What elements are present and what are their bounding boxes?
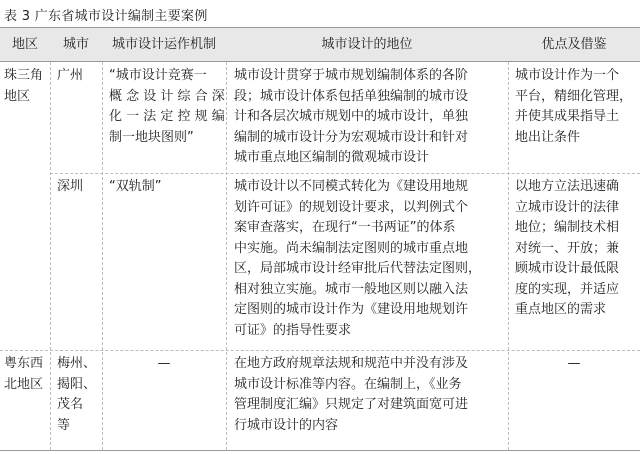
table-cell-city: 梅州、 揭阳、 茂名 等 [57, 356, 97, 433]
column-divider [226, 62, 227, 450]
table-cell-city: 深圳 [57, 179, 84, 194]
table-cell-merits: 以地方立法迅速确 立城市设计的法律 地位；编制技术相 对统一、开放；兼 顾城市设计最低限 度的实现，并适应 重点地区的需求 [515, 179, 620, 317]
table-cell-status: 城市设计以不同模式转化为《建设用地规 划许可证》的规划设计要求，以判例式个 案审查落实，在现行“一书两证”的体系 中实施。尚未编制法定图则的城市重点地 区，局部城市设计经审批后代替法定图则， 相对独立实施。城市一般地区则以融入法 定图则的城市设计作为《建设用地规划许 可证》的指导性要求 [234, 179, 482, 338]
header-merits: 优点及借鉴 [541, 37, 607, 52]
table-cell-region: 珠三角 地区 [4, 68, 44, 104]
table-caption: 表 3 广东省城市设计编制主要案例 [4, 9, 208, 24]
column-divider [50, 62, 51, 450]
column-divider [102, 62, 103, 450]
header-region: 地区 [11, 37, 38, 52]
table-cell-merits: — [567, 356, 581, 371]
table-cell-mechanism: “城市设计竞赛一 概 念 设 计 综 合 深 化 一 法 定 控 规 编 制一地块图则” [109, 68, 225, 145]
header-city: 城市 [62, 37, 89, 52]
header-mechanism: 城市设计运作机制 [111, 37, 216, 52]
table-cell-region: 粤东西 北地区 [4, 356, 44, 392]
table-cell-mechanism: — [157, 356, 171, 371]
table-cell-merits: 城市设计作为一个 平台，精细化管理， 并使其成果指导土 地出让条件 [515, 68, 633, 145]
table-cell-mechanism: “双轨制” [109, 179, 162, 194]
table-cell-status: 城市设计贯穿于城市规划编制体系的各阶 段；城市设计体系包括单独编制的城市设 计和各层次城市规划中的城市设计，单独 编制的城市设计分为宏观城市设计和针对 城市重点地区编制的微观城市设计 [234, 68, 469, 165]
row-divider [50, 173, 640, 174]
header-status: 城市设计的地位 [321, 37, 413, 52]
table-cell-status: 在地方政府规章法规和规范中并没有涉及 城市设计标准等内容。在编制上，《业务 管理制度汇编》只规定了对建筑面宽可进 行城市设计的内容 [234, 356, 469, 433]
table-bottom-rule [0, 450, 640, 451]
column-divider [508, 62, 509, 450]
table-cell-city: 广州 [57, 68, 84, 83]
table-header-row [0, 27, 640, 62]
row-divider [0, 350, 640, 351]
